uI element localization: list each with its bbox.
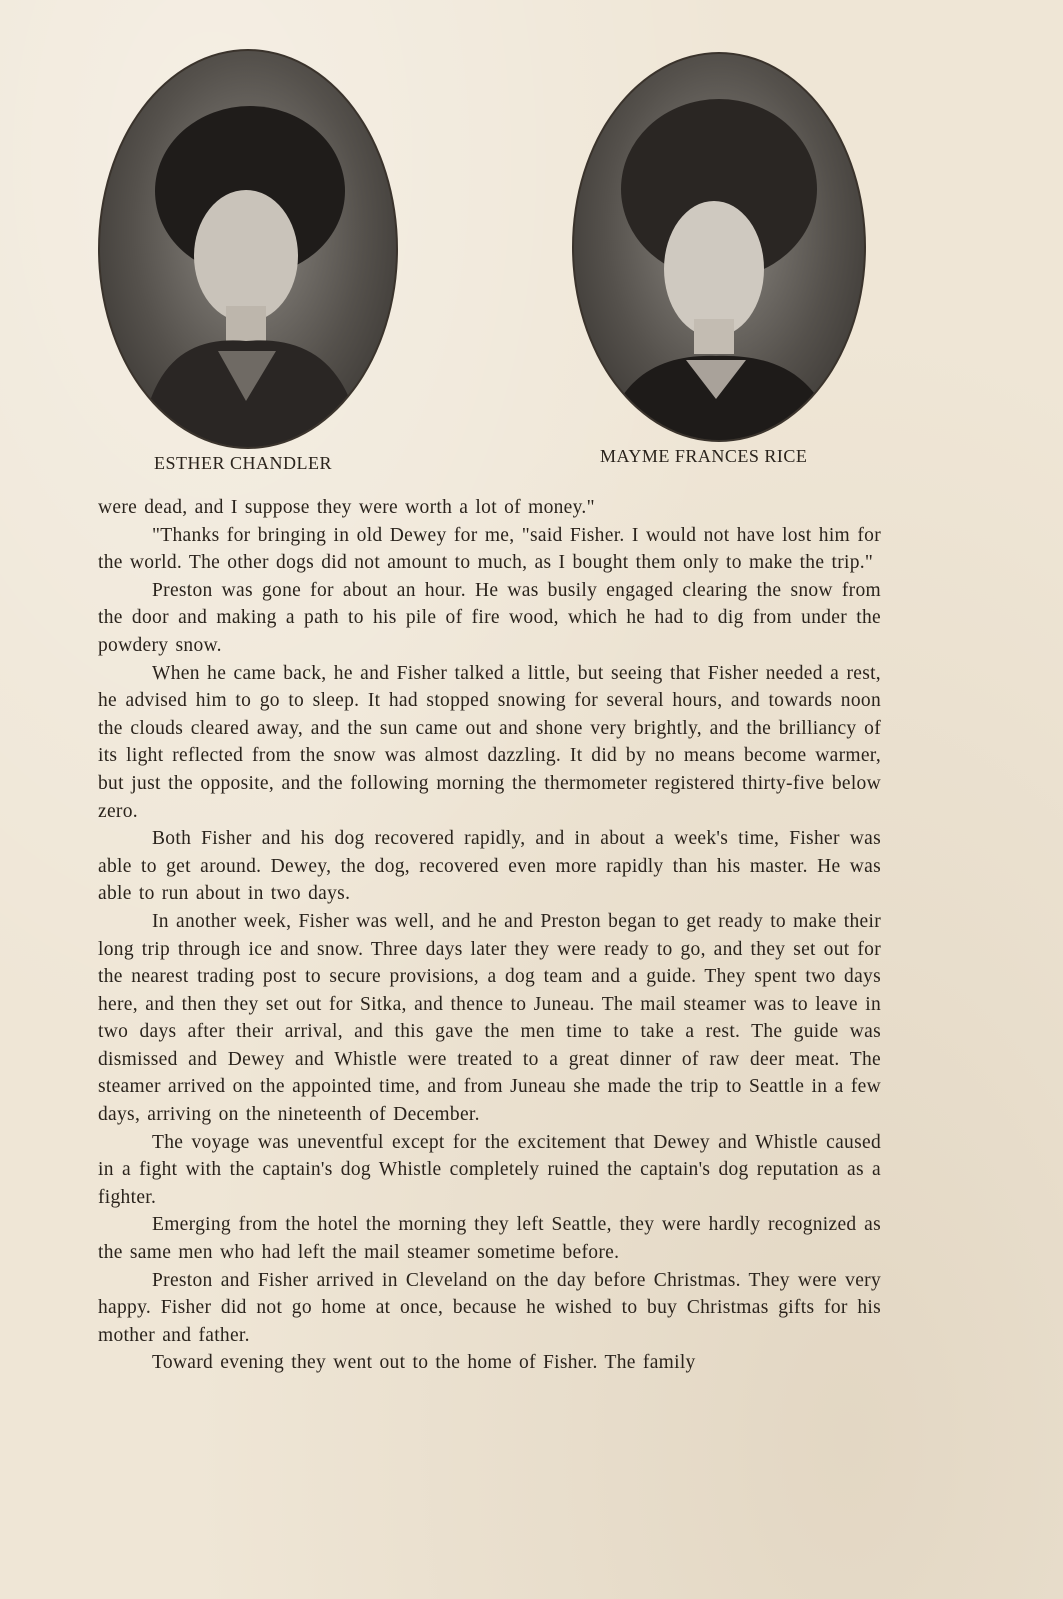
- paragraph: "Thanks for bringing in old Dewey for me, "said Fisher. I would not have lost him for the world. The other dogs did not amount to much, as I bought them only to make the trip.": [98, 524, 881, 574]
- paragraph: Both Fisher and his dog recovered rapidly, and in about a week's time, Fisher was able to get around. Dewey, the dog, recovered even more rapidly than his master. He was able to run about in two days.: [98, 828, 881, 905]
- paragraph: Toward evening they went out to the home of Fisher. The family: [152, 1352, 696, 1374]
- paragraph: In another week, Fisher was well, and he and Preston began to get ready to make their long trip through ice and snow. Three days later they were ready to go, and they set out for the nearest trading post to secure provisions, a dog team and a guide. They spent two days here, and then they set out for Sitka, and thence to Juneau. The mail steamer was to leave in two days after their arrival, and this gave the men time to take a rest. The guide was dismissed and Dewey and Whistle were treated to a great dinner of raw deer meat. The steamer arrived on the appointed time, and from Juneau she made the trip to Seattle in a few days, arriving on the nineteenth of December.: [98, 910, 881, 1126]
- portrait-caption: MAYME FRANCES RICE: [600, 446, 808, 466]
- paragraph: Preston and Fisher arrived in Cleveland on the day before Christmas. They were very happy. Fisher did not go home at once, because he wished to buy Christmas gifts for his mother and father.: [98, 1269, 881, 1346]
- paragraph: Preston was gone for about an hour. He was busily engaged clearing the snow from the door and making a path to his pile of fire wood, which he had to dig from under the powdery snow.: [98, 579, 881, 656]
- paragraph: When he came back, he and Fisher talked a little, but seeing that Fisher needed a rest, he advised him to go to sleep. It had stopped snowing for several hours, and towards noon the clouds cleared away, and the sun came out and shone very brightly, and the brilliancy of its light reflected from the snow was almost dazzling. It did by no means become warmer, but just the opposite, and the following morning the thermometer registered thirty-five below zero.: [98, 662, 881, 822]
- portrait-photo-mayme-frances-rice: [572, 52, 866, 442]
- story-text: [98, 494, 881, 1377]
- portrait-caption: ESTHER CHANDLER: [154, 453, 332, 473]
- paragraph: Emerging from the hotel the morning they left Seattle, they were hardly recognized as the same men who had left the mail steamer sometime before.: [98, 1214, 881, 1264]
- portrait-photo-esther-chandler: [98, 49, 398, 449]
- paragraph: The voyage was uneventful except for the excitement that Dewey and Whistle caused in a fight with the captain's dog Whistle completely ruined the captain's dog reputation as a fighter.: [98, 1131, 881, 1208]
- portrait-figure: [100, 51, 396, 447]
- paragraph: were dead, and I suppose they were worth a lot of money.": [98, 497, 595, 518]
- portrait-figure: [574, 54, 864, 440]
